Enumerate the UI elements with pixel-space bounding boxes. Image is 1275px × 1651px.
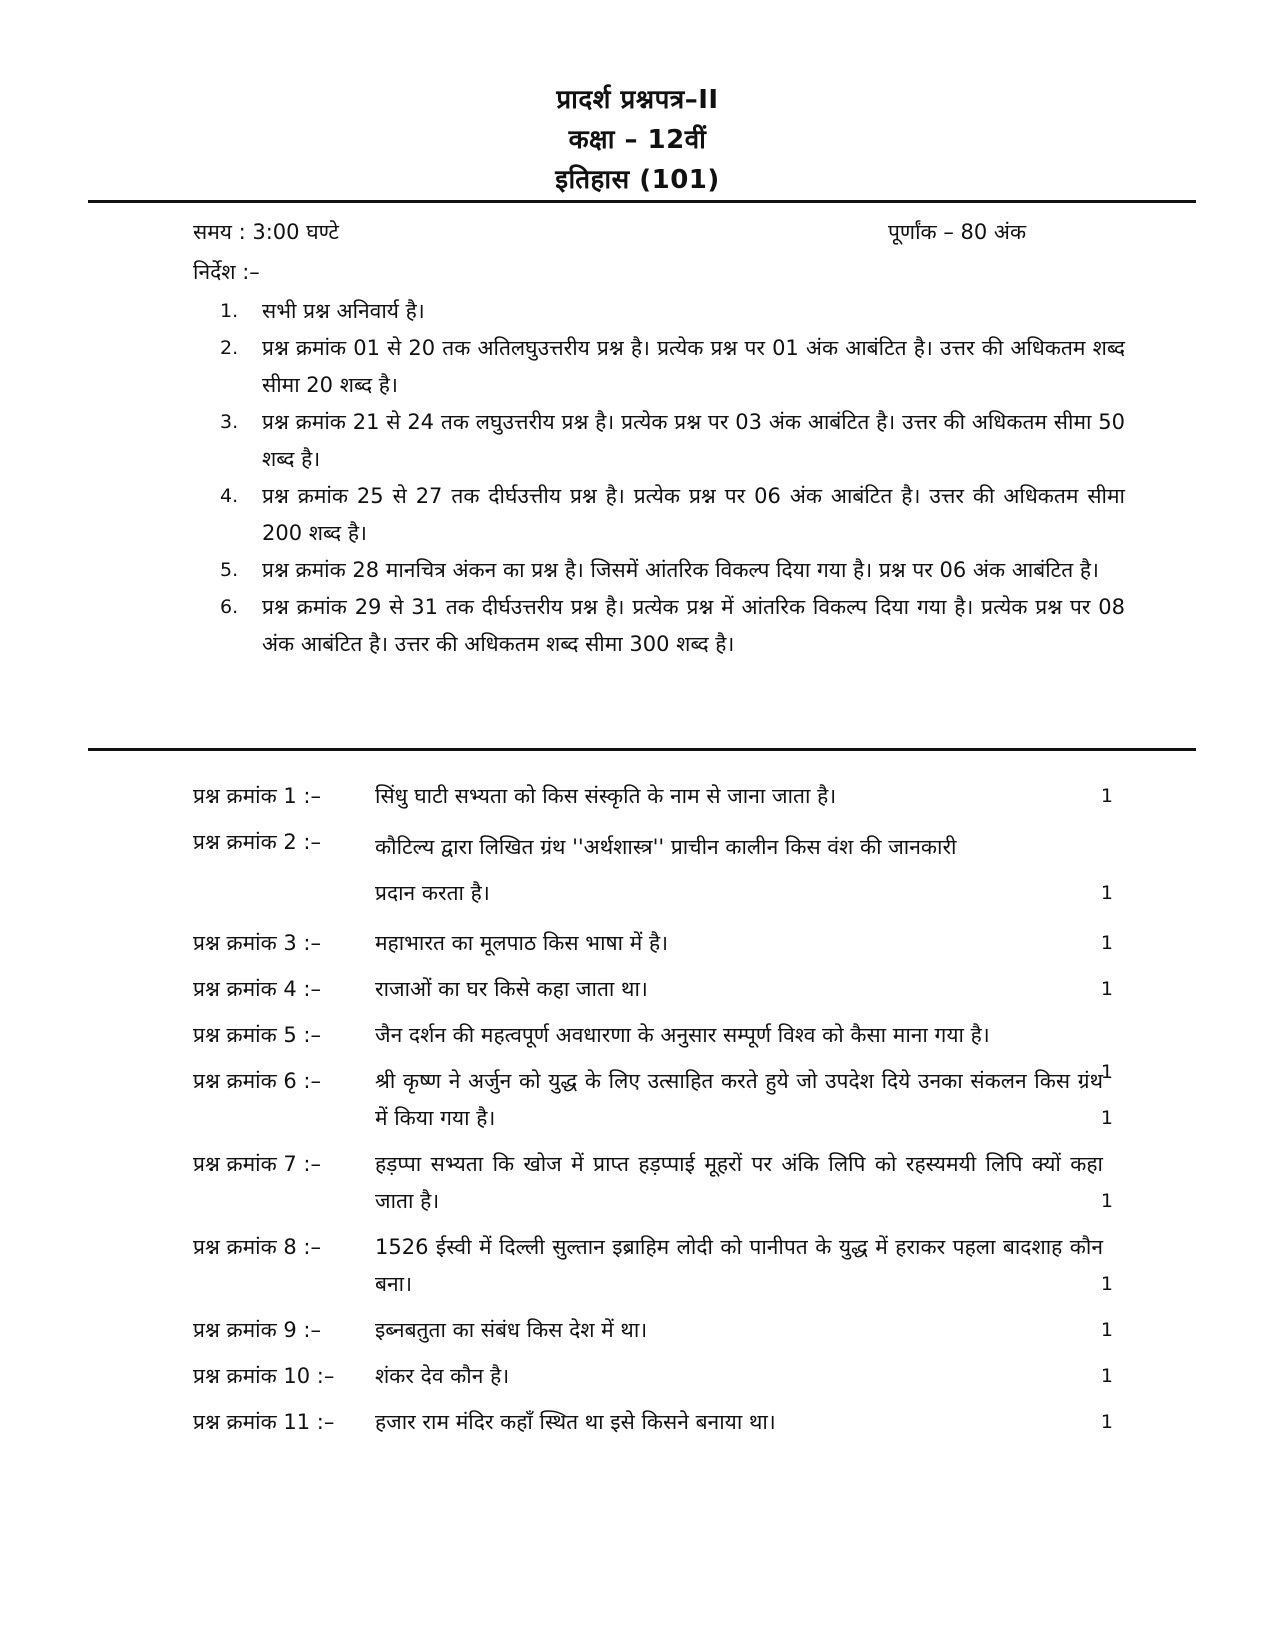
- instructions-heading: निर्देश :–: [193, 260, 260, 284]
- question-number: प्रश्न क्रमांक 8 :–: [193, 1235, 322, 1259]
- question-text: हजार राम मंदिर कहाँ स्थित था इसे किसने बनाया था।: [375, 1410, 776, 1434]
- question-text: शंकर देव कौन है।: [375, 1364, 510, 1388]
- question-text: हड़प्पा सभ्यता कि खोज में प्राप्त हड़प्पाई मूहरों पर अंकि लिपि को रहस्यमयी लिपि क्यों कहा जाता है।: [375, 1152, 1103, 1213]
- questions-list: [193, 778, 1113, 1450]
- subject-label: इतिहास (101): [555, 165, 720, 195]
- question-text: श्री कृष्ण ने अर्जुन को युद्ध के लिए उत्साहित करते हुये जो उपदेश दिये उनका संकलन किस ग्रंथ में किया गया है।: [375, 1069, 1103, 1130]
- question-item: [193, 1146, 1113, 1220]
- question-text: राजाओं का घर किसे कहा जाता था।: [375, 977, 648, 1001]
- question-text: महाभारत का मूलपाठ किस भाषा में है।: [375, 931, 669, 955]
- question-item: [193, 824, 1113, 916]
- question-number: प्रश्न क्रमांक 2 :–: [193, 830, 322, 854]
- instruction-item: 5. प्रश्न क्रमांक 28 मानचित्र अंकन का प्रश्न है। जिसमें आंतरिक विकल्प दिया गया है। प्रश्न पर 06 अंक आबंटित है।: [220, 558, 1099, 582]
- question-marks: 1: [1100, 1365, 1113, 1387]
- question-text: इब्नबतुता का संबंध किस देश में था।: [375, 1318, 648, 1342]
- paper-title: प्रादर्श प्रश्नपत्र–II: [556, 85, 719, 115]
- time-duration: समय : 3:00 घण्टे: [193, 220, 339, 244]
- question-marks: 1: [1100, 1107, 1113, 1129]
- question-number: प्रश्न क्रमांक 3 :–: [193, 931, 322, 955]
- question-item: [193, 1312, 1113, 1349]
- question-number: प्रश्न क्रमांक 1 :–: [193, 784, 322, 808]
- header-divider: [88, 200, 1196, 203]
- question-number: प्रश्न क्रमांक 9 :–: [193, 1318, 322, 1342]
- question-number: प्रश्न क्रमांक 11 :–: [193, 1410, 335, 1434]
- question-marks: 1: [1100, 882, 1113, 904]
- instructions-list: [220, 293, 1125, 663]
- question-number: प्रश्न क्रमांक 4 :–: [193, 977, 322, 1001]
- question-number: प्रश्न क्रमांक 7 :–: [193, 1152, 322, 1176]
- instruction-item: 6. प्रश्न क्रमांक 29 से 31 तक दीर्घउत्तरीय प्रश्न है। प्रत्येक प्रश्न में आंतरिक विकल्प दिया गया है। प्रत्येक प्रश्न पर 08 अंक आबंटित है। उत्तर की अधिकतम शब्द सीमा 300 शब्द है।: [220, 595, 1125, 656]
- instruction-item: 2. प्रश्न क्रमांक 01 से 20 तक अतिलघुउत्तरीय प्रश्न है। प्रत्येक प्रश्न पर 01 अंक आबंटित है। उत्तर की अधिकतम शब्द सीमा 20 शब्द है।: [220, 336, 1125, 397]
- question-number: प्रश्न क्रमांक 6 :–: [193, 1069, 322, 1093]
- question-item: [193, 778, 1113, 815]
- question-marks: 1: [1100, 1061, 1113, 1083]
- question-marks: 1: [1100, 978, 1113, 1000]
- paper-header: [0, 80, 1275, 200]
- question-marks: 1: [1100, 1319, 1113, 1341]
- question-item: [193, 1063, 1113, 1137]
- question-text: जैन दर्शन की महत्वपूर्ण अवधारणा के अनुसार सम्पूर्ण विश्व को कैसा माना गया है।: [375, 1023, 990, 1047]
- instruction-item: 4. प्रश्न क्रमांक 25 से 27 तक दीर्घउत्तीय प्रश्न है। प्रत्येक प्रश्न पर 06 अंक आबंटित है। उत्तर की अधिकतम सीमा 200 शब्द है।: [220, 484, 1125, 545]
- question-marks: 1: [1100, 785, 1113, 807]
- question-item: [193, 925, 1113, 962]
- class-label: कक्षा – 12वीं: [568, 125, 707, 155]
- question-number: प्रश्न क्रमांक 5 :–: [193, 1023, 322, 1047]
- question-marks: 1: [1100, 1273, 1113, 1295]
- question-item: [193, 1404, 1113, 1441]
- question-marks: 1: [1100, 932, 1113, 954]
- question-marks: 1: [1100, 1411, 1113, 1433]
- instruction-item: 1. सभी प्रश्न अनिवार्य है।: [220, 299, 425, 323]
- instruction-item: 3. प्रश्न क्रमांक 21 से 24 तक लघुउत्तरीय प्रश्न है। प्रत्येक प्रश्न पर 03 अंक आबंटित है। उत्तर की अधिकतम सीमा 50 शब्द है।: [220, 410, 1125, 471]
- question-item: [193, 1229, 1113, 1303]
- question-item: [193, 1358, 1113, 1395]
- question-marks: 1: [1100, 1190, 1113, 1212]
- total-marks: पूर्णांक – 80 अंक: [888, 220, 1027, 244]
- question-text: 1526 ईस्वी में दिल्ली सुल्तान इब्राहिम लोदी को पानीपत के युद्ध में हराकर पहला बादशाह कौन बना।: [375, 1235, 1103, 1296]
- question-text: कौटिल्य द्वारा लिखित ग्रंथ ''अर्थशास्त्र'' प्राचीन कालीन किस वंश की जानकारी प्रदान करता है।: [375, 835, 957, 905]
- question-item: [193, 971, 1113, 1008]
- question-number: प्रश्न क्रमांक 10 :–: [193, 1364, 335, 1388]
- section-divider: [88, 748, 1196, 751]
- question-text: सिंधु घाटी सभ्यता को किस संस्कृति के नाम से जाना जाता है।: [375, 784, 837, 808]
